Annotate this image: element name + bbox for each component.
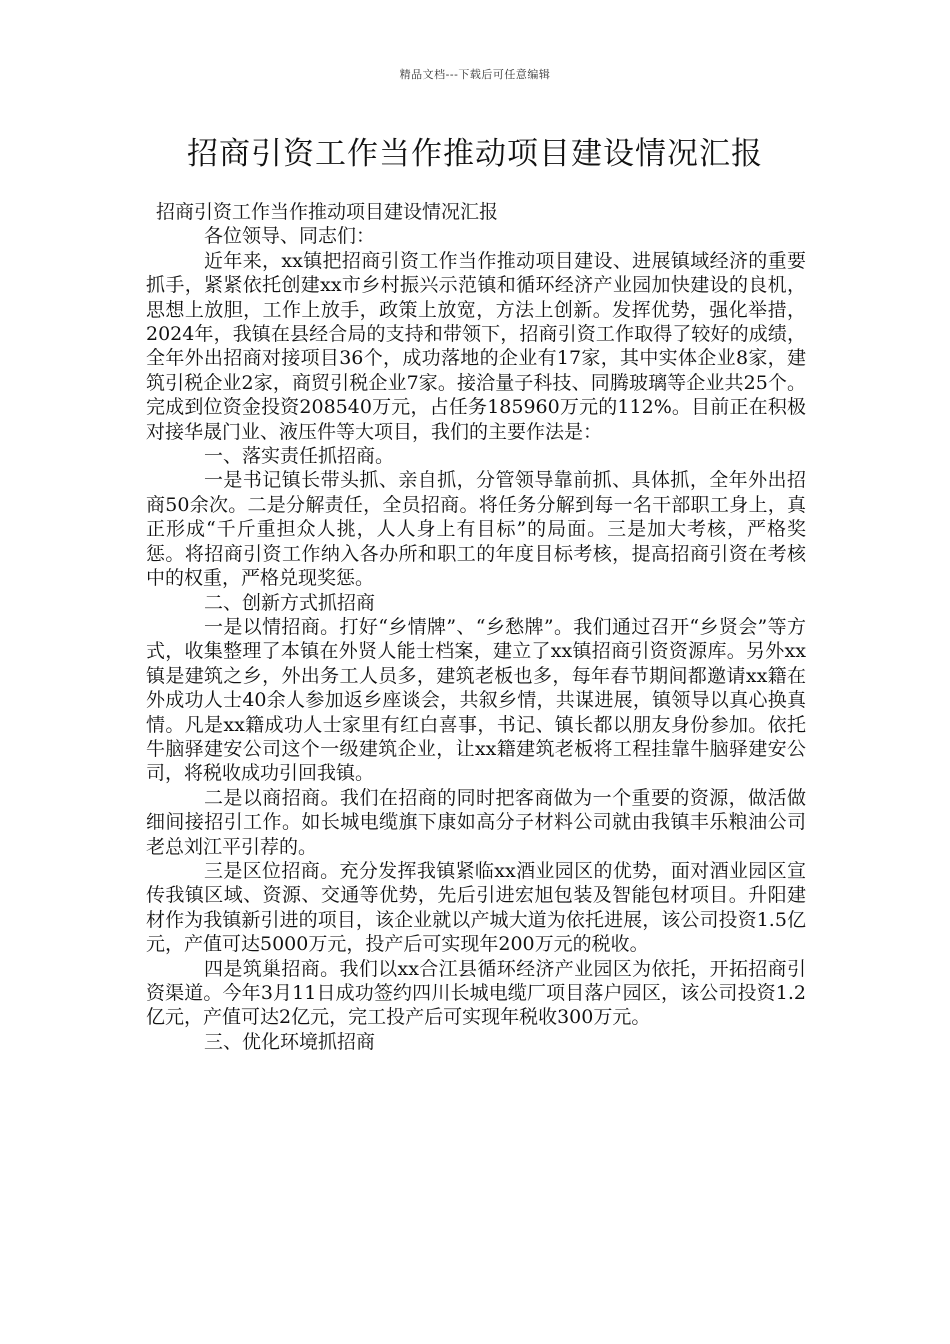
section-heading-3: 三、优化环境抓招商	[204, 1030, 376, 1053]
paragraph-affection-investment: 一是以情招商。打好“乡情牌”、“乡愁牌”。我们通过召开“乡贤会”等方式，收集整理了本镇在外贤人能士档案，建立了xx镇招商引资资源库。另外xx镇是建筑之乡，外出务工人员多，建筑老板也多，每年春节期间都邀请xx籍在外成功人士40余人参加返乡座谈会，共叙乡情，共谋进展，镇领导以真心换真情。凡是xx籍成功人士家里有红白喜事，书记、镇长都以朋友身份参加。依托牛脑驿建安公司这个一级建筑企业，让xx籍建筑老板将工程挂靠牛脑驿建安公司，将税收成功引回我镇。	[146, 615, 806, 785]
paragraph-location-investment: 三是区位招商。充分发挥我镇紧临xx酒业园区的优势，面对酒业园区宣传我镇区域、资源、交通等优势，先后引进宏旭包装及智能包材项目。升阳建材作为我镇新引进的项目，该企业就以产城大道为依托进展，该公司投资1.5亿元，产值可达5000万元，投产后可实现年200万元的税收。	[146, 859, 806, 956]
section-heading-1: 一、落实责任抓招商。	[204, 445, 395, 468]
paragraph-park-investment: 四是筑巢招商。我们以xx合江县循环经济产业园区为依托，开拓招商引资渠道。今年3月11日成功签约四川长城电缆厂项目落户园区，该公司投资1.2亿元，产值可达2亿元，完工投产后可实现年税收300万元。	[146, 957, 806, 1029]
header-note: 精品文档---下载后可任意编辑	[399, 68, 551, 81]
document-subtitle: 招商引资工作当作推动项目建设情况汇报	[156, 201, 499, 223]
greeting: 各位领导、同志们：	[204, 225, 376, 248]
paragraph-business-investment: 二是以商招商。我们在招商的同时把客商做为一个重要的资源，做活做细间接招引工作。如长城电缆旗下康如高分子材料公司就由我镇丰乐粮油公司老总刘江平引荐的。	[146, 786, 806, 858]
paragraph-intro: 近年来，xx镇把招商引资工作当作推动项目建设、进展镇域经济的重要抓手，紧紧依托创建xx市乡村振兴示范镇和循环经济产业园加快建设的良机，思想上放胆，工作上放手，政策上放宽，方法上创新。发挥优势，强化举措，2024年，我镇在县经合局的支持和带领下，招商引资工作取得了较好的成绩，全年外出招商对接项目36个，成功落地的企业有17家，其中实体企业8家，建筑引税企业2家，商贸引税企业7家。接洽量子科技、同腾玻璃等企业共25个。完成到位资金投资208540万元，占任务185960万元的112%。目前正在积极对接华晟门业、液压件等大项目，我们的主要作法是：	[146, 249, 806, 443]
paragraph-responsibility: 一是书记镇长带头抓、亲自抓，分管领导靠前抓、具体抓，全年外出招商50余次。二是分解责任，全员招商。将任务分解到每一名干部职工身上，真正形成“千斤重担众人挑，人人身上有目标”的局面。三是加大考核，严格奖惩。将招商引资工作纳入各办所和职工的年度目标考核，提高招商引资在考核中的权重，严格兑现奖惩。	[146, 469, 806, 590]
section-heading-2: 二、创新方式抓招商	[204, 591, 376, 614]
document-body	[146, 200, 806, 1054]
document-title: 招商引资工作当作推动项目建设情况汇报	[187, 136, 763, 172]
